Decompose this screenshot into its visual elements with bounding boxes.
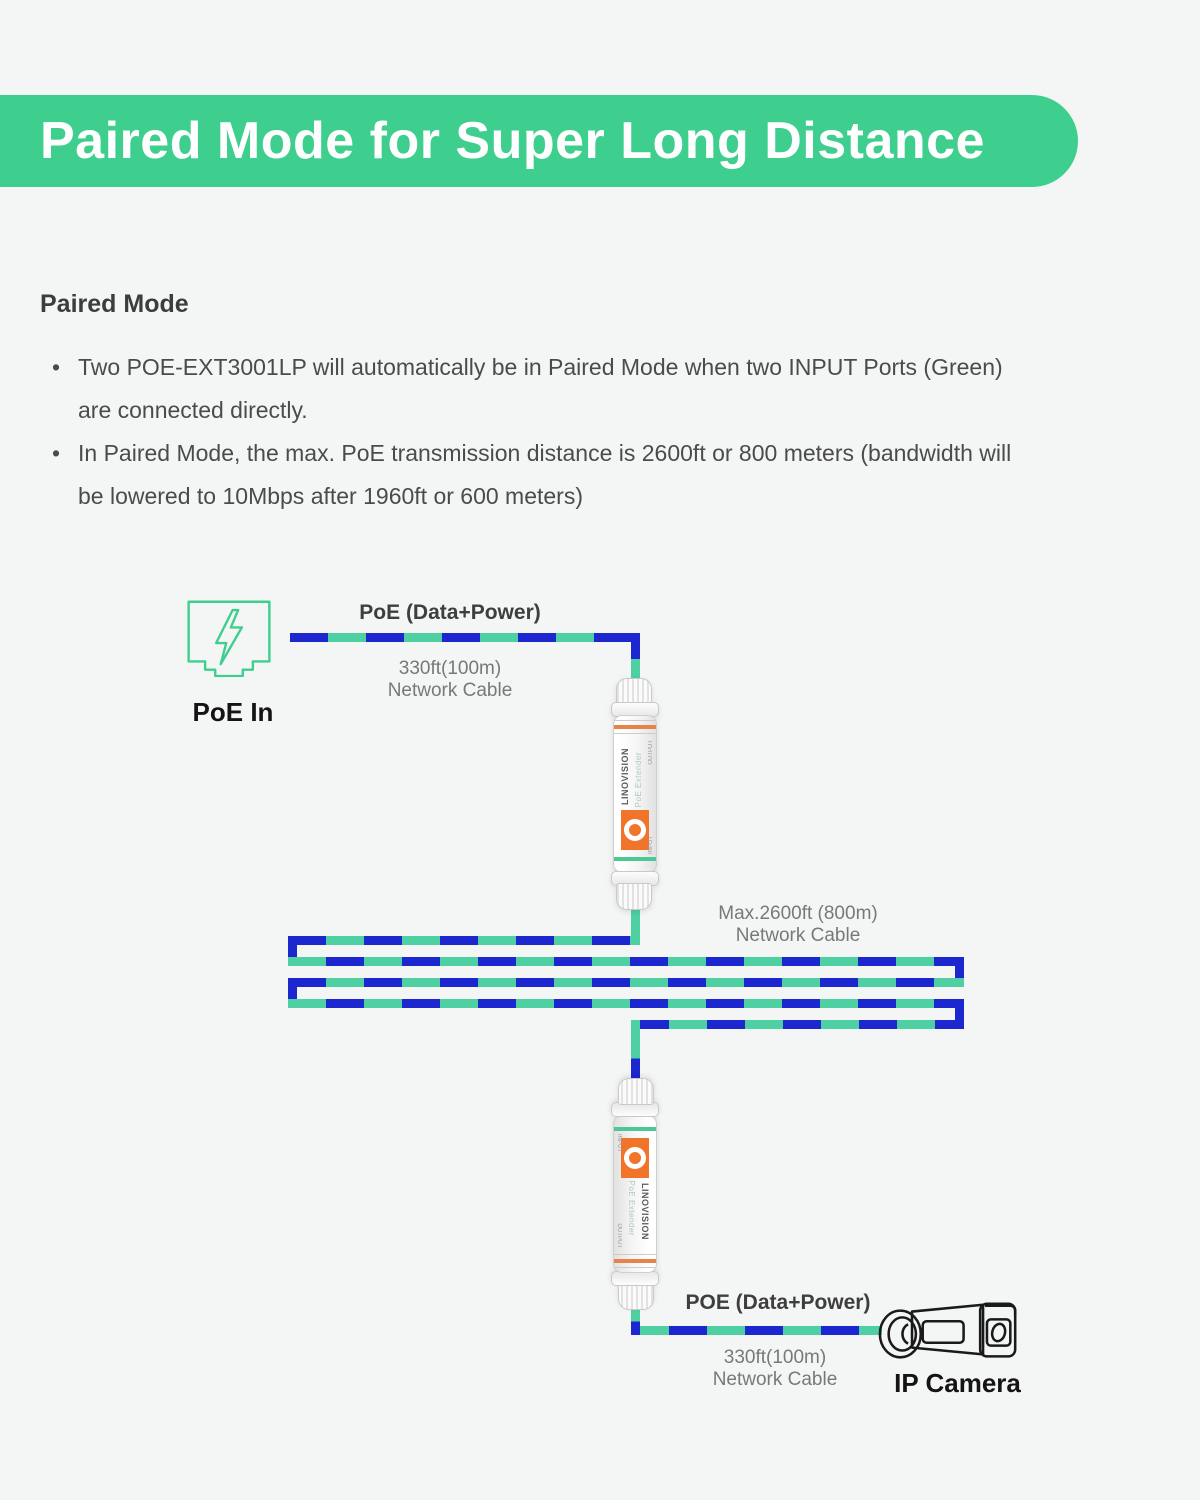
device-seam [614,1267,656,1268]
cable-segment [631,1326,882,1335]
section-heading: Paired Mode [40,290,189,318]
device-seam [614,720,656,721]
output-port-label: OUTPUT [616,1223,622,1248]
bullet-item [40,346,1015,432]
cable-top-label: PoE (Data+Power) [359,601,541,624]
cable-segment [631,1020,964,1029]
cable-segment [288,978,964,987]
poe-in-rj45-icon [183,599,275,677]
page-title: Paired Mode for Super Long Distance [40,112,985,170]
poe-extender-device-2 [609,1078,661,1310]
bullet-list [40,346,1015,518]
cable-bottom-sublabel: 330ft(100m) Network Cable [712,1347,838,1391]
device-seam [614,1254,656,1255]
device-green-ring [614,857,656,861]
input-port-label: INPUT [616,1134,622,1152]
cable-segment [631,633,640,680]
device-brand: LINOVISION [640,1182,650,1240]
device-orange-ring [614,1259,656,1263]
cable-segment [631,1020,640,1082]
logo-ring-icon [624,819,646,841]
cable-segment [288,957,964,966]
device-seam [614,733,656,734]
logo-ring-icon [624,1147,646,1169]
device-green-ring [614,1127,656,1131]
header-banner [0,95,1078,187]
cable-segment [288,936,640,945]
device-cap [616,883,652,910]
device-cap [618,1078,654,1105]
device-cap [616,678,652,705]
output-port-label: OUTPUT [648,740,654,765]
bullet-text: In Paired Mode, the max. PoE transmission distance is 2600ft or 800 meters (bandwidth will be lowered to 10Mbps after 1960ft or 600 meters) [78,440,1012,509]
poe-extender-device-1 [609,678,661,910]
brand-logo-icon [621,810,649,850]
device-body [613,1115,657,1273]
device-product: PoE Extender [627,1180,636,1236]
ip-camera-label: IP Camera [894,1368,1021,1398]
cable-bottom-label: POE (Data+Power) [685,1291,871,1314]
cable-segment [290,633,640,642]
device-body [613,715,657,873]
bullet-item [40,432,1015,518]
brand-logo-icon [621,1138,649,1178]
device-product: PoE Extender [634,752,643,808]
cable-mid-sublabel: Max.2600ft (800m) Network Cable [718,903,878,947]
device-collar [611,1271,659,1286]
bullet-dot: • [52,440,61,466]
cable-top-sublabel: 330ft(100m) Network Cable [387,658,513,702]
poe-in-label: PoE In [192,697,274,727]
bullet-dot: • [52,354,61,380]
device-brand: LINOVISION [620,748,630,806]
device-orange-ring [614,725,656,729]
input-port-label: INPUT [648,836,654,854]
bullet-text: Two POE-EXT3001LP will automatically be in Paired Mode when two INPUT Ports (Green) are connected directly. [78,354,1003,423]
cable-segment [288,999,964,1008]
